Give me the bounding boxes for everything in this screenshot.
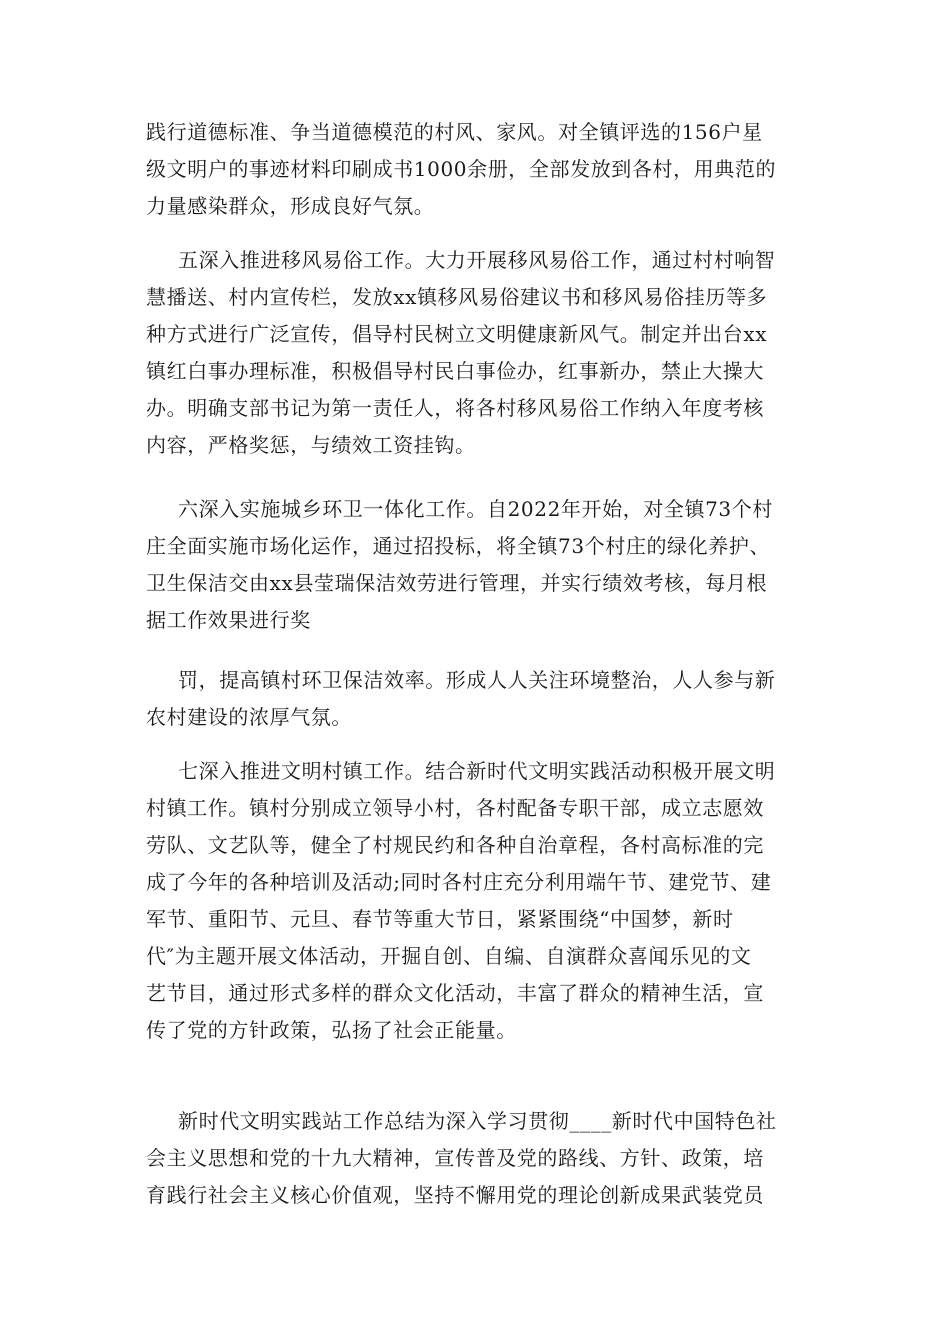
text-line: 成了今年的各种培训及活动;同时各村庄充分利用端午节、建党节、建 [146, 870, 772, 894]
text-line: 慧播送、村内宣传栏，发放xx镇移风易俗建议书和移风易俗挂历等多 [146, 285, 768, 309]
paragraph-practice-station-summary [146, 1103, 806, 1214]
text-line: 代″为主题开展文体活动，开掘自创、自编、自演群众喜闻乐见的文 [146, 944, 752, 968]
text-line: 会主义思想和党的十九大精神，宣传普及党的路线、方针、政策，培 [146, 1146, 764, 1170]
text-line: 七深入推进文明村镇工作。结合新时代文明实践活动积极开展文明 [178, 759, 776, 783]
text-line: 罚，提高镇村环卫保洁效率。形成人人关注环境整治，人人参与新 [178, 668, 776, 692]
text-line: 庄全面实施市场化运作，通过招投标，将全镇73个村庄的绿化养护、 [146, 534, 771, 558]
text-line: 新时代文明实践站工作总结为深入学习贯彻____新时代中国特色社 [178, 1109, 777, 1133]
paragraph-sanitation [146, 491, 806, 639]
paragraph-customs-reform [146, 242, 806, 464]
text-line: 村镇工作。镇村分别成立领导小村，各村配备专职干部，成立志愿效 [146, 796, 764, 820]
paragraph-sanitation-continued [146, 662, 806, 736]
paragraph-village-customs [146, 114, 806, 225]
text-line: 卫生保洁交由xx县莹瑞保洁效劳进行管理，并实行绩效考核，每月根 [146, 571, 768, 595]
text-line: 育践行社会主义核心价值观，坚持不懈用党的理论创新成果武装党员 [146, 1183, 764, 1207]
text-line: 内容，严格奖惩，与绩效工资挂钩。 [146, 433, 476, 457]
text-line: 办。明确支部书记为第一责任人，将各村移风易俗工作纳入年度考核 [146, 396, 764, 420]
text-line: 劳队、文艺队等，健全了村规民约和各种自治章程，各村高标准的完 [146, 833, 764, 857]
text-line: 六深入实施城乡环卫一体化工作。自2022年开始，对全镇73个村 [178, 497, 773, 521]
text-line: 践行道德标准、争当道德模范的村风、家风。对全镇评选的156户星 [146, 120, 763, 144]
text-line: 农村建设的浓厚气氛。 [146, 705, 352, 729]
paragraph-civilized-towns [146, 753, 806, 1049]
text-line: 镇红白事办理标准，积极倡导村民白事俭办，红事新办，禁止大操大 [146, 359, 764, 383]
text-line: 军节、重阳节、元旦、春节等重大节日，紧紧围绕“中国梦，新时 [146, 907, 734, 931]
text-line: 级文明户的事迹材料印刷成书1000余册，全部发放到各村，用典范的 [146, 157, 777, 181]
text-line: 种方式进行广泛宣传，倡导村民树立文明健康新风气。制定并出台xx [146, 322, 768, 346]
text-line: 艺节目，通过形式多样的群众文化活动，丰富了群众的精神生活，宣 [146, 981, 764, 1005]
text-line: 五深入推进移风易俗工作。大力开展移风易俗工作，通过村村响智 [178, 248, 776, 272]
text-line: 据工作效果进行奖 [146, 608, 311, 632]
text-line: 力量感染群众，形成良好气氛。 [146, 194, 435, 218]
text-line: 传了党的方针政策，弘扬了社会正能量。 [146, 1018, 517, 1042]
